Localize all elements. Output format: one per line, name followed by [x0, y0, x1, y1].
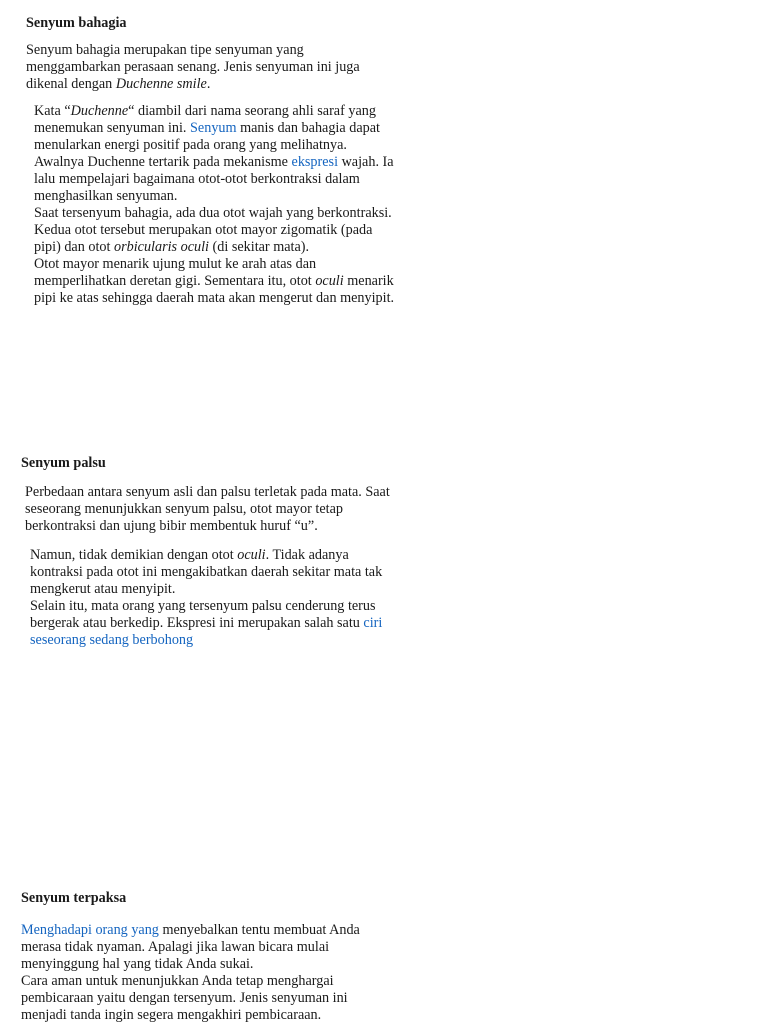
text-line: Saat tersenyum bahagia, ada dua otot wajah yang berkontraksi. — [34, 205, 392, 221]
text-line: Menghadapi orang yang menyebalkan tentu membuat Anda — [21, 922, 360, 938]
text-line: pipi ke atas sehingga daerah mata akan mengerut dan menyipit. — [34, 290, 395, 306]
body-paragraph-senyum-bahagia — [34, 103, 394, 307]
text-line: Namun, tidak demikian dengan otot oculi. Tidak adanya — [30, 547, 349, 563]
text-line: menularkan energi positif pada orang yang melihatnya. — [34, 137, 347, 153]
link-menghadapi-orang[interactable]: Menghadapi orang yang — [21, 922, 159, 938]
emphasis-text: oculi — [237, 547, 266, 563]
text-line — [30, 632, 382, 649]
text-line: bergerak atau berkedip. Ekspresi ini merupakan salah satu ciri — [30, 615, 383, 631]
text-line: menemukan senyuman ini. Senyum manis dan bahagia dapat — [34, 120, 380, 136]
emphasis-text: oculi — [315, 273, 344, 289]
text-line: mengkerut atau menyipit. — [30, 581, 176, 597]
body-paragraph-senyum-terpaksa — [21, 922, 360, 1024]
text-line: Selain itu, mata orang yang tersenyum palsu cenderung terus — [30, 598, 376, 614]
text-line: berkontraksi dan ujung bibir membentuk huruf “u”. — [25, 518, 318, 534]
link-ciri-seseorang-berbohong-cont[interactable]: seseorang sedang berbohong — [30, 632, 194, 648]
text-line: Senyum bahagia merupakan tipe senyuman yang — [26, 42, 304, 58]
intro-paragraph-senyum-bahagia — [26, 42, 360, 93]
text-line: merasa tidak nyaman. Apalagi jika lawan bicara mulai — [21, 939, 330, 955]
text-line: Otot mayor menarik ujung mulut ke arah atas dan — [34, 256, 317, 272]
intro-paragraph-senyum-palsu — [25, 484, 390, 535]
text-line: Perbedaan antara senyum asli dan palsu terletak pada mata. Saat — [25, 484, 390, 500]
text-line: menghasilkan senyuman. — [34, 188, 178, 204]
text-line: Cara aman untuk menunjukkan Anda tetap menghargai — [21, 973, 334, 989]
text-line: pembicaraan yaitu dengan tersenyum. Jenis senyuman ini — [21, 990, 348, 1006]
body-paragraph-senyum-palsu — [30, 547, 382, 649]
link-senyum[interactable]: Senyum — [190, 120, 237, 136]
emphasis-text: Duchenne — [70, 103, 129, 119]
link-ekspresi[interactable]: ekspresi — [291, 154, 339, 170]
text-line: menyinggung hal yang tidak Anda sukai. — [21, 956, 254, 972]
text-line: lalu mempelajari bagaimana otot-otot berkontraksi dalam — [34, 171, 360, 187]
text-line: Kata “Duchenne“ diambil dari nama seorang ahli saraf yang — [34, 103, 376, 119]
text-line: seseorang menunjukkan senyum palsu, otot mayor tetap — [25, 501, 343, 517]
section-heading-senyum-terpaksa: Senyum terpaksa — [21, 890, 127, 906]
emphasis-text: orbicularis oculi — [114, 239, 209, 255]
text-line: pipi) dan otot orbicularis oculi (di sekitar mata). — [34, 239, 310, 255]
emphasis-text: Duchenne smile — [115, 76, 207, 92]
text-line: menjadi tanda ingin segera mengakhiri pembicaraan. — [21, 1007, 322, 1023]
section-heading-senyum-bahagia: Senyum bahagia — [26, 15, 127, 31]
section-heading-senyum-palsu: Senyum palsu — [21, 455, 106, 471]
text-line: Kedua otot tersebut merupakan otot mayor zigomatik (pada — [34, 222, 373, 238]
text-line: menggambarkan perasaan senang. Jenis senyuman ini juga — [26, 59, 360, 75]
link-ciri-seseorang-berbohong[interactable]: ciri — [363, 615, 383, 631]
text-line: dikenal dengan Duchenne smile. — [26, 76, 211, 92]
text-line: Awalnya Duchenne tertarik pada mekanisme ekspresi wajah. Ia — [34, 154, 394, 170]
text-line: kontraksi pada otot ini mengakibatkan daerah sekitar mata tak — [30, 564, 383, 580]
text-line: memperlihatkan deretan gigi. Sementara itu, otot oculi menarik — [34, 273, 394, 289]
